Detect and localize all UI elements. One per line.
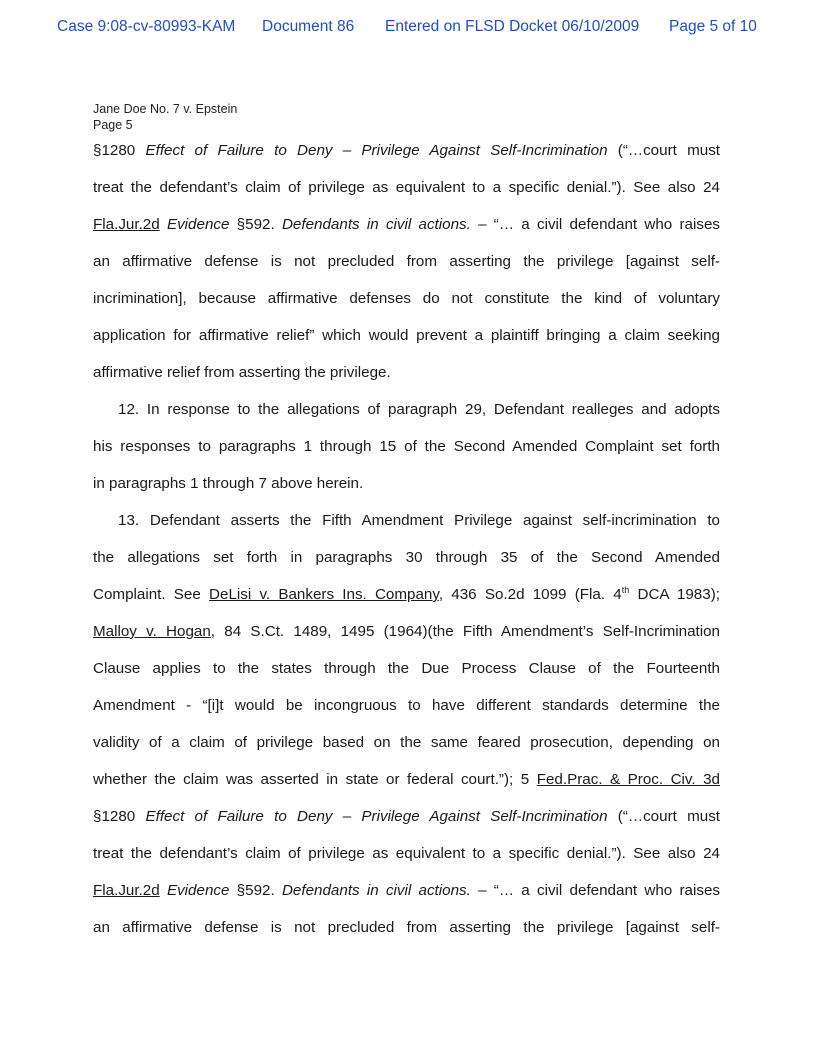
text-line [93,214,720,236]
text-line [93,140,720,162]
superscript: th [621,584,630,595]
citation-underlined: Fed.Prac. & Proc. Civ. 3d [536,771,720,788]
text-line [93,325,720,347]
text-line [93,917,720,939]
docket-entry-date: Entered on FLSD Docket 06/10/2009 [385,18,640,35]
citation-italic: Evidence [166,216,230,233]
text-run: whether the claim was asserted in state or federal court.”); 5 [93,771,537,788]
case-number: Case 9:08-cv-80993-KAM [57,18,236,35]
text-run: (“…court must [607,808,720,825]
citation-italic: Effect of Failure to Deny – Privilege Against Self-Incrimination [145,808,608,825]
text-run: , 436 So.2d 1099 (Fla. 4 [438,586,622,603]
text-line [93,547,720,569]
text-line [93,732,720,754]
text-line [93,177,720,199]
text-run: his responses to paragraphs 1 through 15 of the Second Amended Complaint set forth [93,438,720,455]
text-run: (“…court must [607,142,720,159]
text-run: affirmative relief from asserting the privilege. [93,364,391,381]
text-run: in paragraphs 1 through 7 above herein. [93,475,364,492]
text-run: Amendment - “[i]t would be incongruous to have different standards determine the [93,697,720,714]
citation-italic: Effect of Failure to Deny – Privilege Against Self-Incrimination [145,142,608,159]
citation-underlined: Fla.Jur.2d [93,882,160,899]
page-label: Page 5 [93,118,133,132]
citation-italic: Defendants in civil actions. [281,882,471,899]
text-run: §592. [229,216,282,233]
text-run: an affirmative defense is not precluded from asserting the privilege [against self- [93,253,720,270]
text-line [93,510,720,532]
text-run: 12. In response to the allegations of paragraph 29, Defendant realleges and adopts [118,401,720,418]
text-line [93,658,720,680]
text-run: incrimination], because affirmative defenses do not constitute the kind of voluntary [93,290,720,307]
case-caption: Jane Doe No. 7 v. Epstein [93,102,238,116]
citation-underlined: Fla.Jur.2d [93,216,160,233]
text-line [93,806,720,828]
text-run: §1280 [93,808,146,825]
text-run: §1280 [93,142,146,159]
text-run: §592. [229,882,282,899]
text-run [160,882,167,899]
text-line [93,769,720,791]
text-run [160,216,167,233]
running-header [93,101,237,133]
citation-italic: Defendants in civil actions. [281,216,471,233]
text-line [93,436,720,458]
text-line [93,288,720,310]
document-number: Document 86 [262,18,355,35]
text-run: treat the defendant’s claim of privilege as equivalent to a specific denial.”). See also 24 [93,179,720,196]
text-line [93,843,720,865]
court-filing-stamp [0,18,816,38]
text-line [93,362,720,384]
text-run: an affirmative defense is not precluded from asserting the privilege [against self- [93,919,720,936]
text-line [93,880,720,902]
citation-underlined: DeLisi v. Bankers Ins. Company [209,586,439,603]
text-run: , 84 S.Ct. 1489, 1495 (1964)(the Fifth Amendment’s Self-Incrimination [210,623,720,640]
text-run: the allegations set forth in paragraphs 30 through 35 of the Second Amended [93,549,720,566]
text-run: DCA 1983); [629,586,720,603]
text-line [93,584,720,606]
text-run: application for affirmative relief” which would prevent a plaintiff bringing a claim seeking [93,327,720,344]
text-run: treat the defendant’s claim of privilege as equivalent to a specific denial.”). See also 24 [93,845,720,862]
text-run: Complaint. See [93,586,210,603]
text-run: – “… a civil defendant who raises [470,216,720,233]
text-line [93,695,720,717]
citation-italic: Evidence [166,882,230,899]
citation-underlined: Malloy v. Hogan [93,623,211,640]
text-line [93,399,720,421]
text-run: validity of a claim of privilege based on the same feared prosecution, depending on [93,734,720,751]
text-run: Clause applies to the states through the Due Process Clause of the Fourteenth [93,660,720,677]
text-line [93,251,720,273]
text-run: 13. Defendant asserts the Fifth Amendment Privilege against self-incrimination to [118,512,720,529]
stamp-page-count: Page 5 of 10 [669,18,757,35]
text-run: – “… a civil defendant who raises [470,882,720,899]
text-line [93,621,720,643]
text-line [93,473,720,495]
